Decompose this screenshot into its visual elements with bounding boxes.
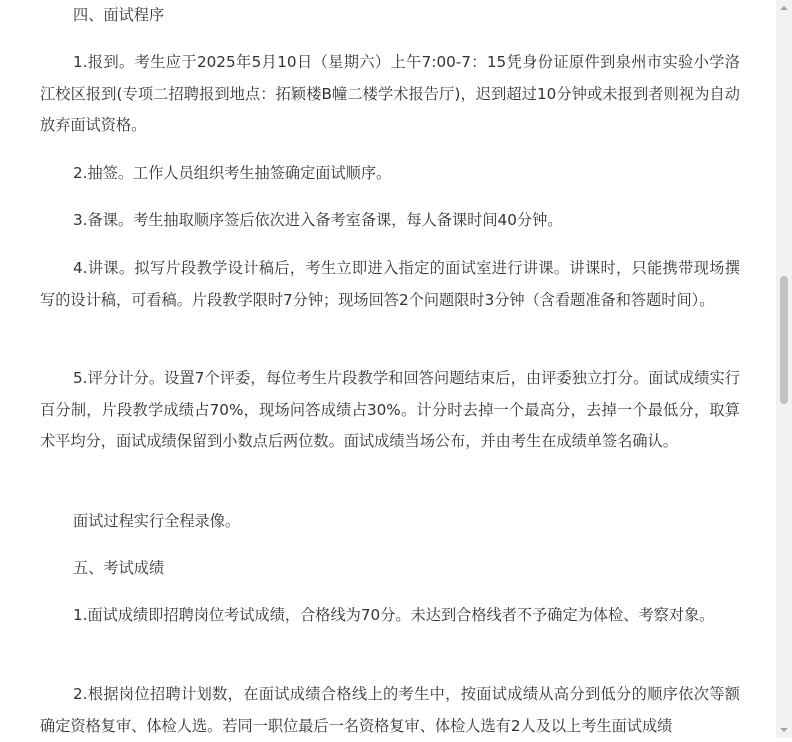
scrollbar-thumb[interactable] xyxy=(780,276,788,404)
paragraph-candidate-selection: 2.根据岗位招聘计划数，在面试成绩合格线上的考生中，按面试成绩从高分到低分的顺序依次等额确定资格复审、体检人选。若同一职位最后一名资格复审、体检人选有2人及以上考生面试成绩 xyxy=(40,685,740,735)
paragraph-draw-lots: 2.抽签。工作人员组织考生抽签确定面试顺序。 xyxy=(73,164,392,182)
scroll-down-arrow-icon[interactable] xyxy=(776,722,792,738)
vertical-scrollbar[interactable] xyxy=(776,0,792,738)
section-heading-exam-results: 五、考试成绩 xyxy=(73,559,165,577)
paragraph-check-in: 1.报到。考生应于2025年5月10日（星期六）上午7:00-7：15凭身份证原件到泉州市实验小学洛江校区报到(专项二招聘报到地点：拓颖楼B幢二楼学术报告厅)，迟到超过10分钟或未报到者则视为自动放弃面试资格。 xyxy=(40,53,740,134)
scroll-up-arrow-icon[interactable] xyxy=(776,0,792,16)
paragraph-scoring: 5.评分计分。设置7个评委，每位考生片段教学和回答问题结束后，由评委独立打分。面试成绩实行百分制，片段教学成绩占70%，现场问答成绩占30%。计分时去掉一个最高分，去掉一个最低分，取算术平均分，面试成绩保留到小数点后两位数。面试成绩当场公布，并由考生在成绩单签名确认。 xyxy=(40,369,740,450)
section-heading-interview-procedure: 四、面试程序 xyxy=(73,6,165,24)
paragraph-passing-line: 1.面试成绩即招聘岗位考试成绩，合格线为70分。未达到合格线者不予确定为体检、考察对象。 xyxy=(73,606,715,624)
paragraph-lesson-prep: 3.备课。考生抽取顺序签后依次进入备考室备课，每人备课时间40分钟。 xyxy=(73,211,563,229)
paragraph-teaching: 4.讲课。拟写片段教学设计稿后，考生立即进入指定的面试室进行讲课。讲课时，只能携带现场撰写的设计稿，可看稿。片段教学限时7分钟；现场回答2个问题限时3分钟（含看题准备和答题时间）。 xyxy=(40,259,740,309)
paragraph-video-recording: 面试过程实行全程录像。 xyxy=(73,512,241,530)
